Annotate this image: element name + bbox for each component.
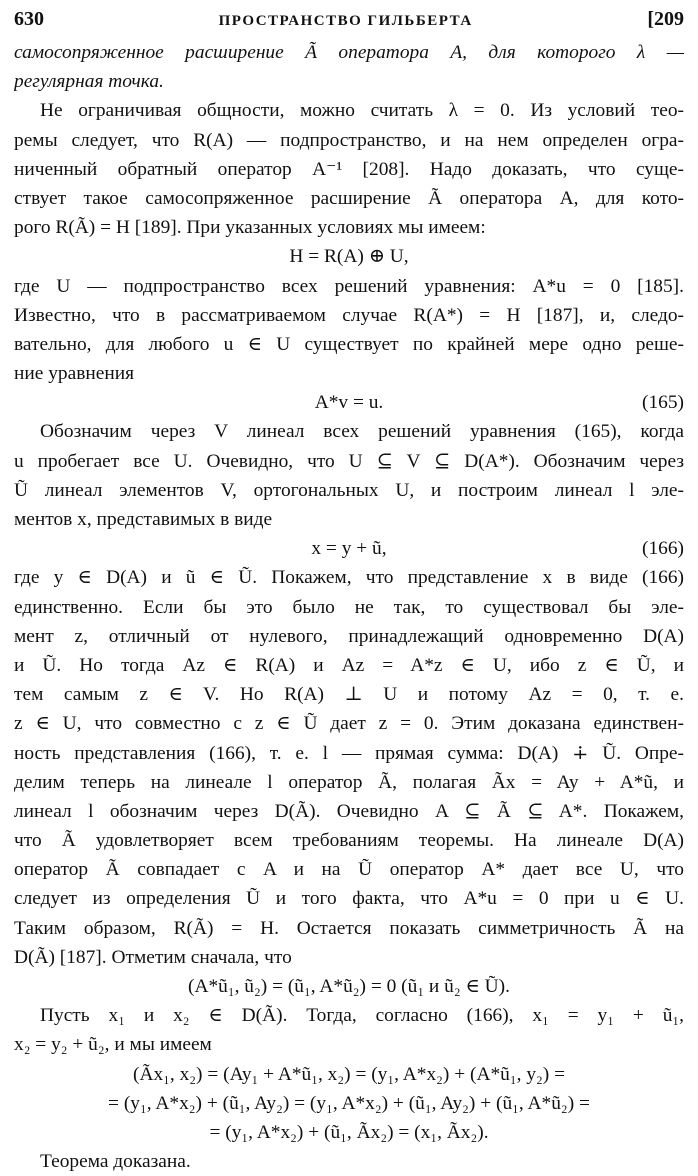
text-line [14,943,684,972]
text-line [14,505,684,534]
line-text: и Ũ. Но тогда Az ∈ R(A) и Az = A*z ∈ U, ибо z ∈ Ũ, и [14,654,684,676]
line-text: ниченный обратный оператор A⁻¹ [208]. Надо доказать, что суще- [14,158,684,180]
text-line [14,593,684,622]
line-text: рого R(Ã) = H [189]. При указанных условиях мы имеем: [14,217,486,239]
line-text: (Ãx₁, x₂) = (Ay₁ + A*ũ₁, x₂) = (y₁, A*x₂) + (A*ũ₁, y₂) = [132,1063,566,1085]
text-line [14,126,684,155]
page-number: 630 [14,8,44,30]
text-line [14,272,684,301]
line-text: где y ∈ D(A) и ũ ∈ Ũ. Покажем, что представление x в виде (166) [14,567,684,589]
text-line [14,709,684,738]
line-text: следует из определения Ũ и того факта, что A*u = 0 при u ∈ U. [14,888,684,910]
line-text: Не ограничивая общности, можно считать λ = 0. Из условий тео- [40,100,684,122]
running-header [14,8,684,38]
section-number: [209 [647,8,684,30]
line-text: тем самым z ∈ V. Но R(A) ⊥ U и потому Az = 0, т. е. [14,684,684,706]
line-text: Ũ линеал элементов V, ортогональных U, и построим линеал l эле- [14,479,684,501]
line-text: H = R(A) ⊕ U, [289,246,409,268]
line-text: вательно, для любого u ∈ U существует по крайней мере одно реше- [14,333,684,355]
equation-number: (166) [641,538,684,560]
line-text: x₂ = y₂ + ũ₂, и мы имеем [14,1034,212,1056]
text-line [14,768,684,797]
text-line [14,914,684,943]
text-line [14,184,684,213]
text-line [14,651,684,680]
text-line [14,826,684,855]
text-line [14,417,684,446]
text-line [14,797,684,826]
line-text: Обозначим через V линеал всех решений уравнения (165), когда [40,421,684,443]
text-line [14,680,684,709]
text-line [14,301,684,330]
line-text: где U — подпространство всех решений уравнения: A*u = 0 [185]. [14,275,684,297]
text-line [14,739,684,768]
text-line [14,213,684,242]
line-text: делим теперь на линеале l оператор Ã, полагая Ãx = Ay + A*ũ, и [14,771,684,793]
formula-line [14,242,684,271]
line-text: оператор Ã совпадает с A и на Ũ оператор A* дает все U, что [14,859,684,881]
line-text: x = y + ũ, [311,538,387,560]
equation-line [14,534,684,563]
equation-number: (165) [641,392,684,414]
line-text: ние уравнения [14,363,135,385]
formula-line [14,1089,684,1118]
line-text: ментов x, представимых в виде [14,509,273,530]
text-line [14,476,684,505]
line-text: регулярная точка. [14,71,164,93]
line-text: ствует такое самосопряженное расширение Ã оператора A, для кото- [14,187,684,209]
book-page [14,8,684,1176]
line-text: (A*ũ₁, ũ₂) = (ũ₁, A*ũ₂) = 0 (ũ₁ и ũ₂ ∈ Ũ). [188,976,510,997]
text-line [14,1030,684,1059]
body-text [14,38,684,1176]
line-text: Известно, что в рассматриваемом случае R(A*) = H [187], и, следо- [14,304,684,326]
text-line [14,563,684,592]
formula-line [14,972,684,1001]
text-line [14,1147,684,1176]
line-text: = (y₁, A*x₂) + (ũ₁, Ay₂) = (y₁, A*x₂) + (ũ₁, Ay₂) + (ũ₁, A*ũ₂) = [108,1092,590,1114]
line-text: Пусть x₁ и x₂ ∈ D(Ã). Тогда, согласно (166), x₁ = y₁ + ũ₁, [40,1005,684,1027]
line-text: z ∈ U, что совместно с z ∈ Ũ дает z = 0. Этим доказана единствен- [14,713,684,735]
text-line [14,96,684,125]
line-text: самосопряженное расширение Ã оператора A, для которого λ — [14,42,684,63]
line-text: Теорема доказана. [40,1151,191,1173]
formula-line [14,1060,684,1089]
text-line [14,447,684,476]
line-text: что Ã удовлетворяет всем требованиям теоремы. На линеале D(A) [14,830,684,852]
line-text: единственно. Если бы это было не так, то существовал бы эле- [14,596,684,618]
line-text: ность представления (166), т. е. l — прямая сумма: D(A) ∔ Ũ. Опре- [14,742,684,764]
line-text: D(Ã) [187]. Отметим сначала, что [14,946,292,968]
running-title: ПРОСТРАНСТВО ГИЛЬБЕРТА [218,13,473,29]
line-text: Таким образом, R(Ã) = H. Остается показать симметричность Ã на [14,917,684,939]
text-line [14,38,684,67]
text-line [14,855,684,884]
line-text: мент z, отличный от нулевого, принадлежащий одновременно D(A) [14,625,684,647]
text-line [14,67,684,96]
formula-line [14,1118,684,1147]
line-text: ремы следует, что R(A) — подпространство, и на нем определен огра- [14,129,684,151]
line-text: = (y₁, A*x₂) + (ũ₁, Ãx₂) = (x₁, Ãx₂). [209,1121,489,1143]
line-text: линеал l обозначим через D(Ã). Очевидно A ⊆ Ã ⊆ A*. Покажем, [14,800,684,822]
line-text: u пробегает все U. Очевидно, что U ⊆ V ⊆ D(A*). Обозначим через [14,450,684,472]
text-line [14,884,684,913]
equation-line [14,388,684,417]
line-text: A*v = u. [314,392,384,414]
text-line [14,1001,684,1030]
text-line [14,359,684,388]
text-line [14,622,684,651]
text-line [14,155,684,184]
text-line [14,330,684,359]
